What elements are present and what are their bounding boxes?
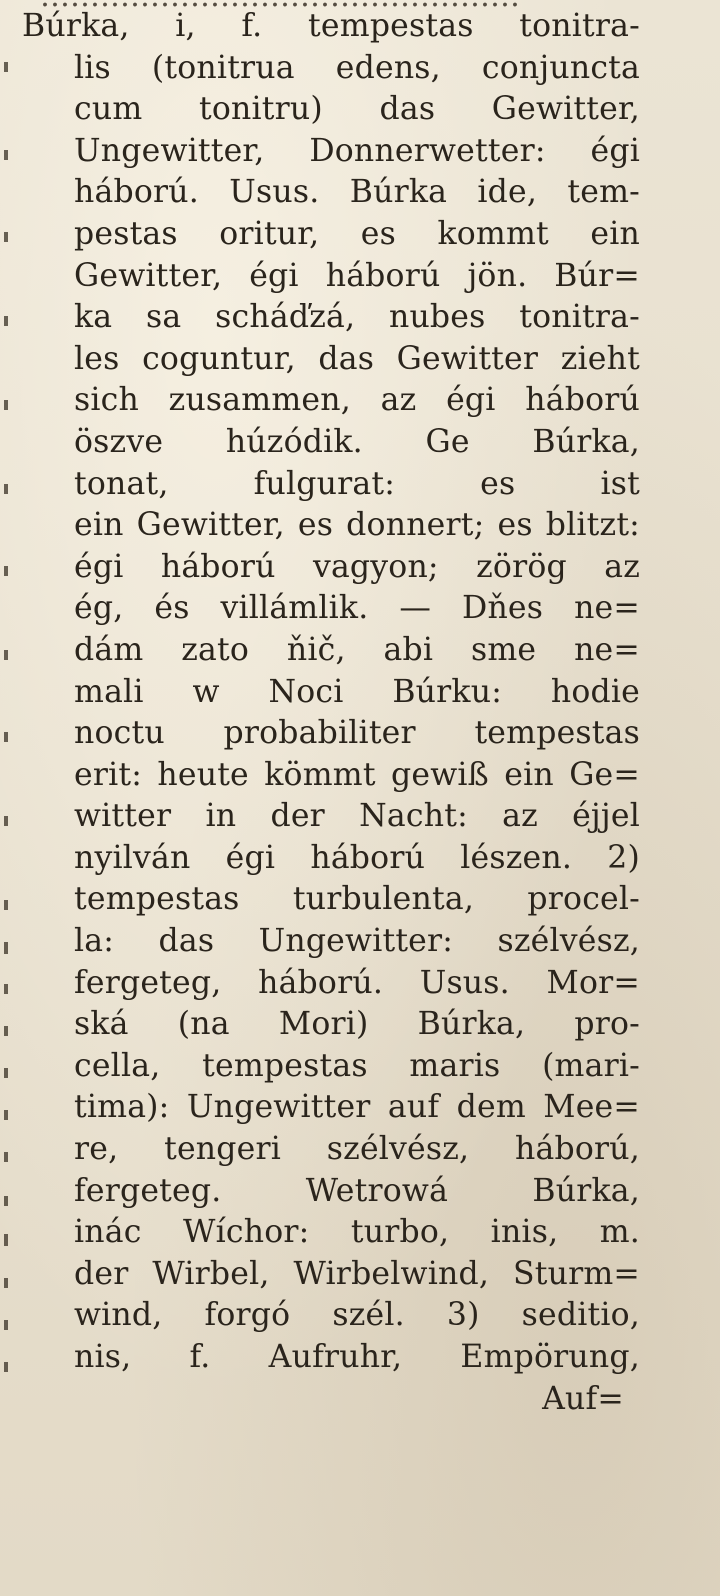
- entry-line: cum tonitru) das Gewitter,: [74, 91, 640, 128]
- entry-line: tonat, fulgurat: es ist: [74, 465, 640, 502]
- entry-line: inác Wíchor: turbo, inis, m.: [74, 1214, 640, 1251]
- entry-line: ská (na Mori) Búrka, pro-: [74, 1006, 640, 1043]
- entry-line: der Wirbel, Wirbelwind, Sturm=: [74, 1255, 640, 1292]
- entry-line: Ungewitter, Donnerwetter: égi: [74, 132, 640, 169]
- entry-line: fergeteg. Wetrowá Búrka,: [74, 1172, 640, 1209]
- entry-line: tima): Ungewitter auf dem Mee=: [74, 1089, 640, 1126]
- entry-line: nis, f. Aufruhr, Empörung,: [74, 1339, 640, 1375]
- entry-line: öszve húzódik. Ge Búrka,: [74, 423, 640, 460]
- entry-line: pestas oritur, es kommt ein: [74, 215, 640, 252]
- entry-line: lis (tonitrua edens, conjuncta: [74, 49, 640, 86]
- entry-line: wind, forgó szél. 3) seditio,: [74, 1297, 640, 1334]
- entry-line: erit: heute kömmt gewiß ein Ge=: [74, 756, 640, 793]
- entry-line: Búrka, i, f. tempestas tonitra-: [22, 8, 640, 44]
- entry-line: égi háború vagyon; zörög az: [74, 548, 640, 585]
- entry-line: cella, tempestas maris (mari-: [74, 1047, 640, 1084]
- entry-line: les coguntur, das Gewitter zieht: [74, 340, 640, 377]
- entry-line: noctu probabiliter tempestas: [74, 715, 640, 752]
- entry-line: mali w Noci Búrku: hodie: [74, 673, 640, 710]
- entry-line: háború. Usus. Búrka ide, tem-: [74, 174, 640, 211]
- entry-line: ég, és villámlik. — Dňes ne=: [74, 590, 640, 627]
- entry-line: witter in der Nacht: az éjjel: [74, 798, 640, 835]
- entry-line: Gewitter, égi háború jön. Búr=: [74, 257, 640, 294]
- entry-line: ein Gewitter, es donnert; es blitzt:: [74, 507, 640, 544]
- entry-line: re, tengeri szélvész, háború,: [74, 1131, 640, 1168]
- catchword: Auf=: [542, 1380, 624, 1417]
- entry-line: dám zato ňič, abi sme ne=: [74, 631, 640, 668]
- entry-line: sich zusammen, az égi háború: [74, 382, 640, 419]
- entry-line: fergeteg, háború. Usus. Mor=: [74, 964, 640, 1001]
- entry-line: ka sa scháďzá, nubes tonitra-: [74, 299, 640, 336]
- entry-line: nyilván égi háború lészen. 2): [74, 839, 640, 876]
- entry-line: la: das Ungewitter: szélvész,: [74, 923, 640, 960]
- entry-line: tempestas turbulenta, procel-: [74, 881, 640, 918]
- gutter-ink-marks: [0, 0, 14, 1596]
- entry-burka: [22, 6, 640, 1420]
